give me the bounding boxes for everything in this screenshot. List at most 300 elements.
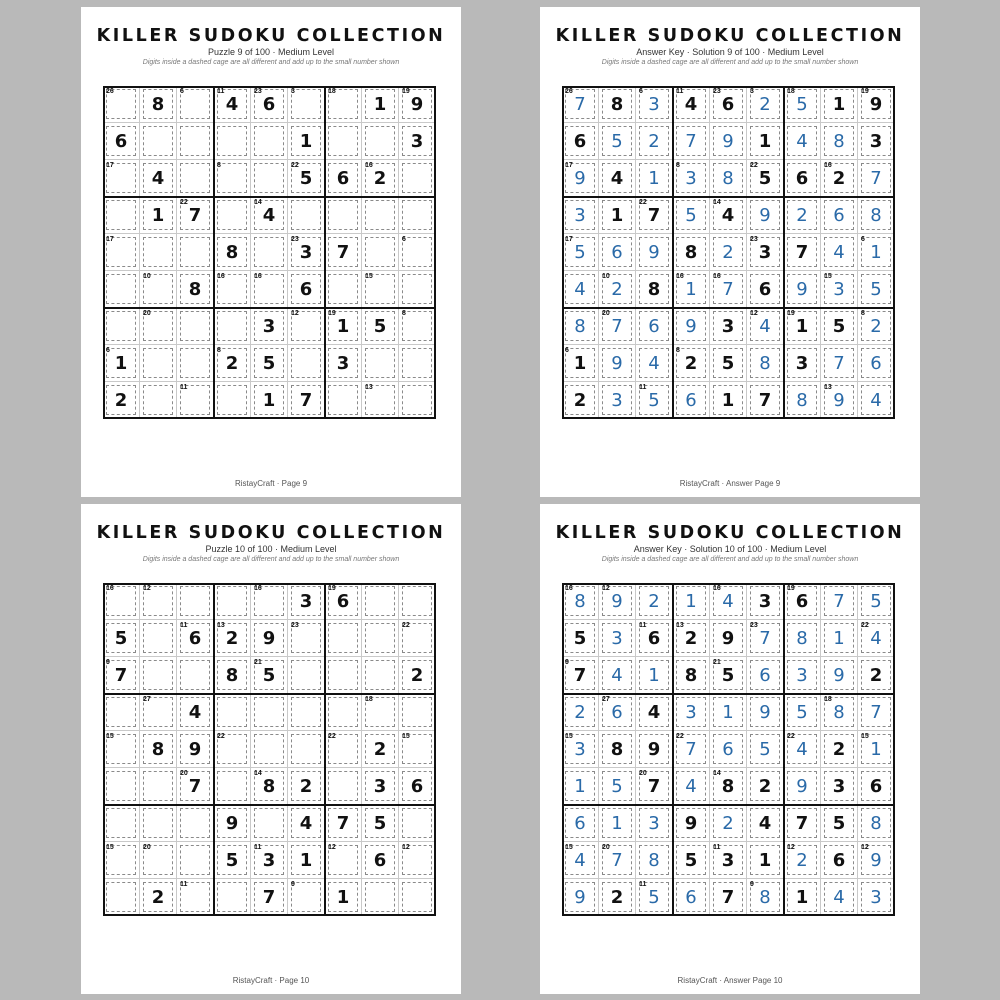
grid-cell [214,694,251,731]
page-subtitle: Puzzle 10 of 100 · Medium Level [205,544,337,554]
given-digit: 8 [684,242,698,263]
cage-outline [402,311,432,341]
given-digit: 8 [684,665,698,686]
grid-cell [710,768,747,805]
cage-sum: 20 [180,770,188,777]
cage-sum: 16 [565,585,573,592]
cage-outline [328,274,358,304]
page-footer: RistayCraft · Page 10 [232,976,310,985]
solution-digit: 7 [574,94,586,115]
solution-digit: 9 [759,205,771,226]
grid-cell [288,657,325,694]
grid-cell [362,197,399,234]
solution-digit: 8 [648,850,660,871]
grid-cell [858,768,895,805]
grid-cell [747,197,784,234]
solution-digit: 7 [611,316,623,337]
given-digit: 4 [721,205,735,226]
given-digit: 7 [299,390,313,411]
given-digit: 6 [336,591,350,612]
grid-cell [103,308,140,345]
solution-digit: 5 [685,205,697,226]
cage-sum: 26 [565,88,573,95]
grid-cell [858,308,895,345]
grid-cell [599,731,636,768]
cage-outline [143,623,173,653]
cage-outline [291,660,321,690]
grid-cell [214,657,251,694]
cage-outline [217,586,247,616]
given-digit: 1 [832,94,846,115]
cage-sum: 13 [217,622,225,629]
solution-digit: 9 [611,353,623,374]
solution-digit: 6 [722,739,734,760]
cage-sum: 8 [676,162,680,169]
grid-cell [747,842,784,879]
grid-cell [710,197,747,234]
grid-cell [821,731,858,768]
cage-sum: 8 [676,347,680,354]
grid-cell [325,308,362,345]
solution-digit: 8 [574,591,586,612]
grid-cell [599,160,636,197]
grid-cell [399,620,436,657]
grid-cell [103,123,140,160]
grid-cell [673,123,710,160]
given-digit: 8 [721,776,735,797]
grid-cell [140,123,177,160]
solution-digit: 3 [648,94,660,115]
solution-digit: 7 [870,702,882,723]
given-digit: 6 [758,279,772,300]
grid-cell [636,583,673,620]
cage-sum: 17 [106,162,114,169]
cage-sum: 11 [180,881,188,888]
grid-cell [177,234,214,271]
grid-cell [399,382,436,419]
page-subtitle: Answer Key · Solution 9 of 100 · Medium Level [636,47,824,57]
given-digit: 5 [573,628,587,649]
given-digit: 9 [410,94,424,115]
solution-digit: 2 [759,94,771,115]
grid-cell [562,86,599,123]
cage-sum: 11 [180,384,188,391]
grid-cell [747,694,784,731]
given-digit: 7 [758,390,772,411]
given-digit: 6 [188,628,202,649]
cage-outline [180,163,210,193]
grid-cell [399,197,436,234]
grid-cell [747,620,784,657]
grid-cell [821,382,858,419]
grid-cell [288,271,325,308]
cage-outline [180,311,210,341]
grid-cell [562,842,599,879]
grid-cell [636,271,673,308]
solution-digit: 9 [722,131,734,152]
grid-cell [784,842,821,879]
given-digit: 2 [373,168,387,189]
solution-digit: 1 [870,739,882,760]
grid-cell [288,382,325,419]
cage-sum: 13 [824,384,832,391]
cage-sum: 6 [565,347,569,354]
grid-cell [325,271,362,308]
grid-cell [140,694,177,731]
grid-cell [821,879,858,916]
cage-outline [254,163,284,193]
cage-outline [365,126,395,156]
given-digit: 1 [721,390,735,411]
solution-digit: 4 [574,279,586,300]
grid-cell [710,620,747,657]
grid-cell [784,234,821,271]
solution-digit: 7 [611,850,623,871]
grid-cell [103,382,140,419]
grid-cell [251,234,288,271]
grid-cell [325,123,362,160]
page-footer: RistayCraft · Answer Page 10 [677,976,783,985]
given-digit: 1 [299,131,313,152]
grid-cell [362,234,399,271]
grid-cell [214,768,251,805]
grid-cell [325,583,362,620]
grid-cell [103,657,140,694]
given-digit: 6 [795,168,809,189]
grid-cell [140,879,177,916]
solution-digit: 5 [611,131,623,152]
cage-outline [180,845,210,875]
cage-sum: 12 [328,844,336,851]
cage-sum: 12 [787,844,795,851]
grid-cell [103,768,140,805]
given-digit: 5 [262,665,276,686]
grid-cell [288,805,325,842]
solution-digit: 6 [648,316,660,337]
cage-sum: 8 [402,310,406,317]
cage-outline [291,882,321,912]
grid-cell [140,583,177,620]
grid-cell [858,234,895,271]
solution-digit: 5 [611,776,623,797]
grid-cell [821,271,858,308]
solution-digit: 5 [870,279,882,300]
given-digit: 2 [832,739,846,760]
cage-sum: 10 [602,273,610,280]
given-digit: 5 [721,353,735,374]
cage-sum: 16 [106,585,114,592]
grid-cell [103,86,140,123]
given-digit: 2 [299,776,313,797]
grid-cell [399,768,436,805]
cage-outline [143,126,173,156]
given-digit: 3 [336,353,350,374]
given-digit: 2 [225,628,239,649]
given-digit: 7 [188,776,202,797]
given-digit: 8 [225,242,239,263]
cage-sum: 12 [750,310,758,317]
solution-digit: 3 [870,887,882,908]
cage-outline [180,89,210,119]
grid-cell [325,657,362,694]
given-digit: 1 [795,316,809,337]
solution-digit: 8 [759,353,771,374]
given-digit: 1 [758,850,772,871]
answer-page [540,504,920,994]
grid-cell [140,345,177,382]
cage-sum: 22 [180,199,188,206]
given-digit: 4 [758,813,772,834]
cage-sum: 22 [676,733,684,740]
given-digit: 1 [610,205,624,226]
cage-outline [217,163,247,193]
grid-cell [747,86,784,123]
grid-cell [636,620,673,657]
cage-sum: 14 [713,770,721,777]
given-digit: 3 [721,316,735,337]
cage-sum: 27 [143,696,151,703]
cage-outline [402,200,432,230]
grid-cell [599,345,636,382]
grid-cell [251,583,288,620]
solution-digit: 8 [833,702,845,723]
given-digit: 6 [299,279,313,300]
grid-cell [399,731,436,768]
grid-cell [673,879,710,916]
grid-cell [177,620,214,657]
grid-cell [562,234,599,271]
given-digit: 5 [684,850,698,871]
page-instructions: Digits inside a dashed cage are all different and add up to the small number shown [142,59,400,66]
grid-cell [362,345,399,382]
grid-cell [177,271,214,308]
grid-cell [599,197,636,234]
grid-cell [362,768,399,805]
given-digit: 3 [410,131,424,152]
grid-cell [784,382,821,419]
solution-digit: 8 [833,131,845,152]
given-digit: 1 [262,390,276,411]
cage-outline [365,200,395,230]
solution-digit: 5 [796,94,808,115]
grid-cell [325,842,362,879]
solution-digit: 1 [648,665,660,686]
cage-outline [217,311,247,341]
solution-digit: 2 [611,279,623,300]
grid-cell [177,694,214,731]
given-digit: 9 [647,739,661,760]
grid-cell [599,768,636,805]
given-digit: 9 [262,628,276,649]
grid-cell [288,731,325,768]
cage-sum: 12 [143,585,151,592]
grid-cell [177,382,214,419]
cage-outline [254,126,284,156]
grid-cell [821,123,858,160]
page-subtitle: Puzzle 9 of 100 · Medium Level [207,47,335,57]
grid-cell [858,197,895,234]
solution-digit: 9 [648,242,660,263]
given-digit: 3 [832,776,846,797]
cage-outline [106,200,136,230]
cage-sum: 9 [565,659,569,666]
grid-cell [821,86,858,123]
grid-cell [103,620,140,657]
grid-cell [673,86,710,123]
cage-sum: 18 [824,696,832,703]
cage-outline [402,882,432,912]
grid-cell [140,657,177,694]
cage-sum: 11 [639,881,647,888]
given-digit: 7 [262,887,276,908]
cage-outline [291,697,321,727]
cage-sum: 16 [676,273,684,280]
given-digit: 6 [869,776,883,797]
cage-sum: 11 [713,844,721,851]
grid-cell [562,768,599,805]
given-digit: 6 [647,628,661,649]
given-digit: 8 [151,94,165,115]
given-digit: 2 [225,353,239,374]
cage-sum: 21 [713,659,721,666]
grid-cell [103,345,140,382]
grid-cell [858,123,895,160]
grid-cell [821,768,858,805]
given-digit: 5 [832,316,846,337]
given-digit: 4 [647,702,661,723]
grid-cell [673,620,710,657]
grid-cell [673,657,710,694]
grid-cell [562,308,599,345]
grid-cell [858,86,895,123]
grid-cell [821,197,858,234]
grid-cell [784,345,821,382]
grid-cell [214,197,251,234]
grid-cell [251,382,288,419]
grid-cell [325,768,362,805]
cage-sum: 23 [713,88,721,95]
grid-cell [821,160,858,197]
given-digit: 1 [373,94,387,115]
grid-cell [636,731,673,768]
given-digit: 4 [262,205,276,226]
grid-cell [599,382,636,419]
page-footer: RistayCraft · Answer Page 9 [679,479,781,488]
grid-cell [636,805,673,842]
cage-outline [365,586,395,616]
grid-cell [636,308,673,345]
cage-outline [402,697,432,727]
cage-outline [180,660,210,690]
grid-cell [673,731,710,768]
grid-cell [214,805,251,842]
given-digit: 1 [758,131,772,152]
grid-cell [562,805,599,842]
solution-digit: 9 [611,591,623,612]
grid-cell [140,842,177,879]
cage-sum: 27 [602,696,610,703]
grid-cell [673,197,710,234]
given-digit: 6 [832,850,846,871]
grid-cell [251,123,288,160]
solution-digit: 6 [870,353,882,374]
given-digit: 2 [869,665,883,686]
grid-cell [599,805,636,842]
grid-cell [140,234,177,271]
cage-sum: 15 [106,844,114,851]
given-digit: 4 [225,94,239,115]
grid-cell [710,382,747,419]
grid-cell [214,731,251,768]
cage-sum: 3 [750,88,754,95]
given-digit: 5 [758,168,772,189]
grid-cell [636,123,673,160]
cage-sum: 11 [676,88,684,95]
given-digit: 3 [299,591,313,612]
solution-digit: 3 [833,279,845,300]
cage-outline [217,200,247,230]
grid-cell [710,160,747,197]
grid-cell [214,86,251,123]
solution-digit: 7 [833,353,845,374]
given-digit: 2 [114,390,128,411]
solution-digit: 5 [648,887,660,908]
grid-cell [710,879,747,916]
solution-digit: 2 [648,131,660,152]
grid-cell [747,382,784,419]
given-digit: 3 [795,353,809,374]
grid-cell [103,160,140,197]
cage-sum: 19 [861,88,869,95]
given-digit: 2 [410,665,424,686]
cage-sum: 16 [713,585,721,592]
grid-cell [214,160,251,197]
cage-sum: 6 [180,88,184,95]
solution-digit: 1 [870,242,882,263]
given-digit: 5 [721,665,735,686]
grid-cell [288,694,325,731]
solution-digit: 3 [685,168,697,189]
grid-cell [747,768,784,805]
grid-cell [362,382,399,419]
grid-cell [784,160,821,197]
given-digit: 2 [151,887,165,908]
grid-cell [599,86,636,123]
cage-sum: 8 [217,162,221,169]
solution-digit: 2 [796,850,808,871]
solution-digit: 7 [685,739,697,760]
cage-outline [254,237,284,267]
solution-digit: 9 [685,316,697,337]
grid-cell [177,160,214,197]
given-digit: 9 [721,628,735,649]
cage-outline [106,808,136,838]
cage-outline [106,771,136,801]
grid-cell [636,197,673,234]
solution-digit: 1 [574,776,586,797]
cage-sum: 11 [180,622,188,629]
solution-digit: 4 [685,776,697,797]
cage-sum: 19 [328,310,336,317]
sudoku-grid [562,583,895,916]
grid-cell [325,694,362,731]
grid-cell [325,731,362,768]
cage-sum: 16 [365,162,373,169]
cage-sum: 20 [143,310,151,317]
cage-outline [106,882,136,912]
cage-sum: 22 [639,199,647,206]
grid-cell [140,768,177,805]
